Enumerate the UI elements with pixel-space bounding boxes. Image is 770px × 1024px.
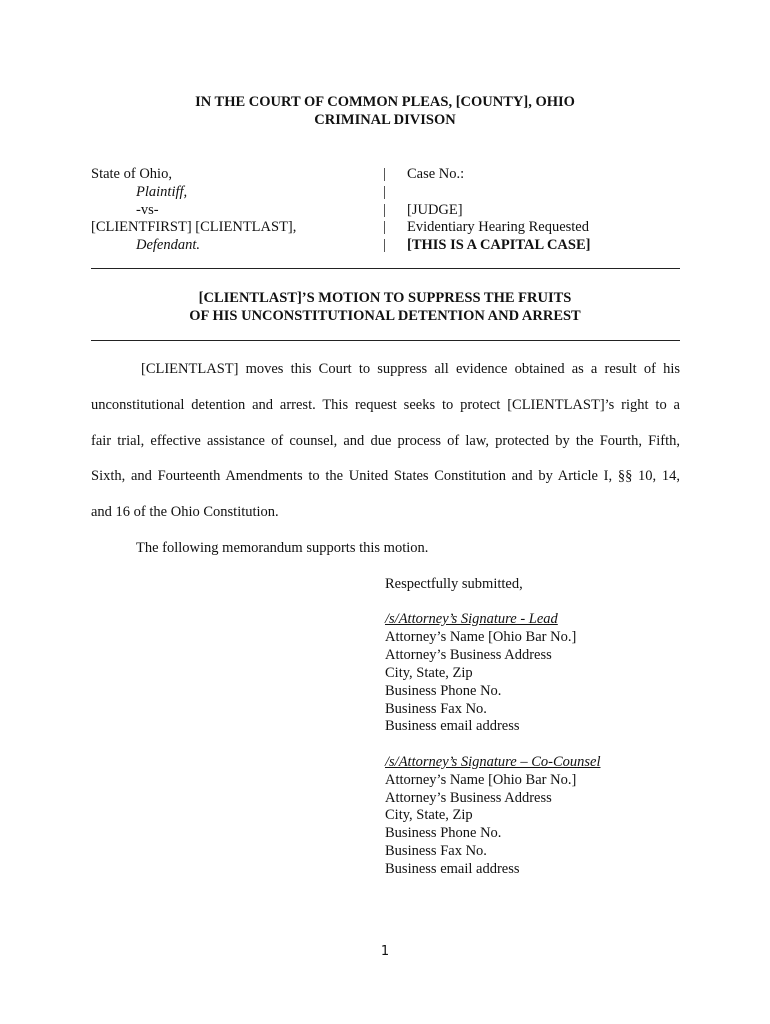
attorney-city: City, State, Zip bbox=[385, 807, 473, 823]
division-heading: CRIMINAL DIVISON bbox=[314, 112, 456, 128]
signature-block-cocounsel bbox=[385, 754, 680, 771]
caption-separator: | bbox=[383, 202, 386, 218]
caption-separator: | bbox=[383, 219, 386, 235]
attorney-name: Attorney’s Name [Ohio Bar No.] bbox=[385, 629, 577, 645]
attorney-address: Attorney’s Business Address bbox=[385, 790, 552, 806]
divider-line bbox=[91, 268, 680, 269]
memorandum-note: The following memorandum supports this motion. bbox=[136, 540, 429, 556]
attorney-city: City, State, Zip bbox=[385, 665, 473, 681]
motion-title-line1: [CLIENTLAST]’S MOTION TO SUPPRESS THE FRUITS bbox=[198, 290, 572, 306]
page-number: 1 bbox=[380, 944, 390, 959]
attorney-fax: Business Fax No. bbox=[385, 701, 487, 717]
attorney-email: Business email address bbox=[385, 718, 520, 734]
case-number-label: Case No.: bbox=[407, 166, 465, 182]
caption-versus: -vs- bbox=[136, 202, 159, 218]
caption-party-defendant: [CLIENTFIRST] [CLIENTLAST], bbox=[91, 219, 297, 235]
body-paragraph-line: unconstitutional detention and arrest. This request seeks to protect [CLIENTLAST]’s right to a bbox=[91, 397, 680, 413]
caption-role-defendant: Defendant. bbox=[136, 237, 201, 253]
judge-field: [JUDGE] bbox=[407, 202, 463, 218]
caption-party-state: State of Ohio, bbox=[91, 166, 172, 182]
closing-phrase: Respectfully submitted, bbox=[385, 576, 523, 592]
court-heading: IN THE COURT OF COMMON PLEAS, [COUNTY], OHIO bbox=[195, 94, 575, 110]
caption-separator: | bbox=[383, 184, 386, 200]
signature-block-lead bbox=[385, 611, 680, 628]
signature-lead: /s/Attorney’s Signature - Lead bbox=[385, 611, 558, 627]
hearing-requested: Evidentiary Hearing Requested bbox=[407, 219, 589, 235]
attorney-name: Attorney’s Name [Ohio Bar No.] bbox=[385, 772, 577, 788]
attorney-fax: Business Fax No. bbox=[385, 843, 487, 859]
motion-title-line2: OF HIS UNCONSTITUTIONAL DETENTION AND ARREST bbox=[189, 308, 581, 324]
caption-separator: | bbox=[383, 237, 386, 253]
attorney-address: Attorney’s Business Address bbox=[385, 647, 552, 663]
caption-role-plaintiff: Plaintiff, bbox=[136, 184, 188, 200]
body-paragraph-line: fair trial, effective assistance of counsel, and due process of law, protected by the Fourth, Fifth, bbox=[91, 433, 680, 449]
divider-line bbox=[91, 340, 680, 341]
capital-case-notice: [THIS IS A CAPITAL CASE] bbox=[407, 237, 591, 253]
attorney-phone: Business Phone No. bbox=[385, 825, 502, 841]
caption-separator: | bbox=[383, 166, 386, 182]
body-paragraph-line: Sixth, and Fourteenth Amendments to the United States Constitution and by Article I, §§ 10, 14, bbox=[91, 468, 680, 484]
body-paragraph-line: and 16 of the Ohio Constitution. bbox=[91, 504, 279, 520]
attorney-email: Business email address bbox=[385, 861, 520, 877]
signature-cocounsel: /s/Attorney’s Signature – Co-Counsel bbox=[385, 754, 601, 770]
body-paragraph-line: [CLIENTLAST] moves this Court to suppress all evidence obtained as a result of his bbox=[141, 361, 680, 377]
attorney-phone: Business Phone No. bbox=[385, 683, 502, 699]
